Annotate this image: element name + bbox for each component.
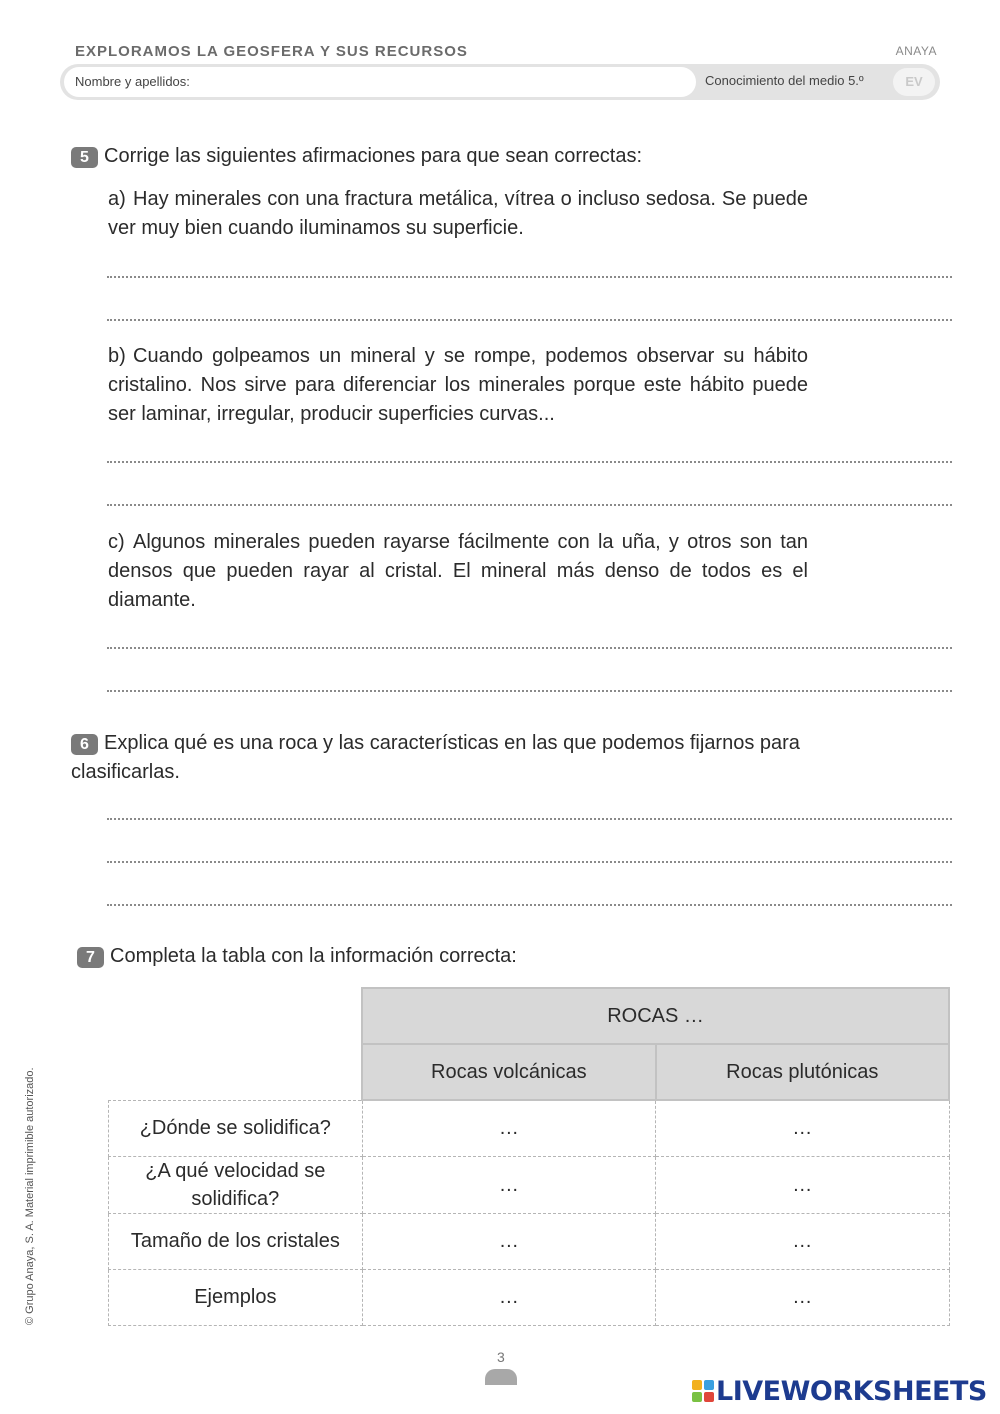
answer-cell[interactable]: … — [362, 1214, 655, 1270]
row-label: Ejemplos — [109, 1270, 363, 1326]
answer-line[interactable] — [107, 904, 952, 906]
column-header: Rocas plutónicas — [656, 1044, 949, 1100]
copyright-note: © Grupo Anaya, S. A. Material imprimible autorizado. — [24, 1067, 36, 1325]
table-row — [109, 1157, 950, 1214]
question-number: 6 — [71, 734, 98, 755]
liveworksheets-icon — [692, 1380, 714, 1402]
statement-text: Cuando golpeamos un mineral y se rompe, podemos observar su hábito cristalino. Nos sirve para diferenciar los minerales porque este hábito puede ser laminar, irregular, producir superficies curvas... — [108, 345, 808, 425]
statement-label: c) — [108, 531, 125, 553]
question-prompt: Completa la tabla con la información correcta: — [110, 945, 517, 967]
answer-line[interactable] — [107, 319, 952, 321]
answer-line[interactable] — [107, 504, 952, 506]
page-number: 3 — [497, 1349, 505, 1365]
answer-line[interactable] — [107, 690, 952, 692]
answer-line[interactable] — [107, 861, 952, 863]
answer-line[interactable] — [107, 818, 952, 820]
page-tab — [485, 1369, 517, 1385]
question-5 — [71, 145, 642, 168]
ev-badge: EV — [893, 68, 935, 96]
row-label: ¿A qué velocidad se solidifica? — [109, 1157, 363, 1214]
liveworksheets-logo — [692, 1376, 987, 1407]
table-corner — [109, 988, 363, 1044]
question-number: 5 — [71, 147, 98, 168]
question-6 — [71, 729, 801, 787]
answer-cell[interactable]: … — [362, 1100, 655, 1157]
statement-b — [108, 342, 808, 429]
answer-cell[interactable]: … — [656, 1157, 949, 1214]
statement-a — [108, 185, 808, 243]
column-header: Rocas volcánicas — [362, 1044, 655, 1100]
table-row — [109, 1270, 950, 1326]
table-row — [109, 1100, 950, 1157]
publisher-logo: ANAYA — [895, 44, 937, 58]
question-number: 7 — [77, 947, 104, 968]
watermark-text: LIVEWORKSHEETS — [716, 1376, 987, 1407]
answer-line[interactable] — [107, 647, 952, 649]
statement-label: a) — [108, 188, 126, 210]
table-row — [109, 1214, 950, 1270]
answer-cell[interactable]: … — [656, 1270, 949, 1326]
answer-cell[interactable]: … — [362, 1157, 655, 1214]
subject-label: Conocimiento del medio 5.º — [705, 73, 864, 88]
rocks-table — [108, 987, 950, 1326]
question-7 — [77, 945, 517, 968]
row-label: ¿Dónde se solidifica? — [109, 1100, 363, 1157]
name-field[interactable]: Nombre y apellidos: — [64, 67, 696, 97]
question-prompt: Explica qué es una roca y las características en las que podemos fijarnos para clasificarlas. — [71, 732, 800, 783]
row-label: Tamaño de los cristales — [109, 1214, 363, 1270]
statement-label: b) — [108, 345, 126, 367]
answer-cell[interactable]: … — [362, 1270, 655, 1326]
statement-c — [108, 528, 808, 615]
answer-cell[interactable]: … — [656, 1100, 949, 1157]
table-group-header: ROCAS … — [362, 988, 949, 1044]
table-corner — [109, 1044, 363, 1100]
statement-text: Algunos minerales pueden rayarse fácilmente con la uña, y otros son tan densos que pueden rayar al cristal. El mineral más denso de todos es el diamante. — [108, 531, 808, 611]
answer-line[interactable] — [107, 276, 952, 278]
statement-text: Hay minerales con una fractura metálica, vítrea o incluso sedosa. Se puede ver muy bien cuando iluminamos su superficie. — [108, 188, 808, 239]
question-prompt: Corrige las siguientes afirmaciones para que sean correctas: — [104, 145, 643, 167]
answer-cell[interactable]: … — [656, 1214, 949, 1270]
worksheet-title: EXPLORAMOS LA GEOSFERA Y SUS RECURSOS — [75, 43, 468, 60]
answer-line[interactable] — [107, 461, 952, 463]
